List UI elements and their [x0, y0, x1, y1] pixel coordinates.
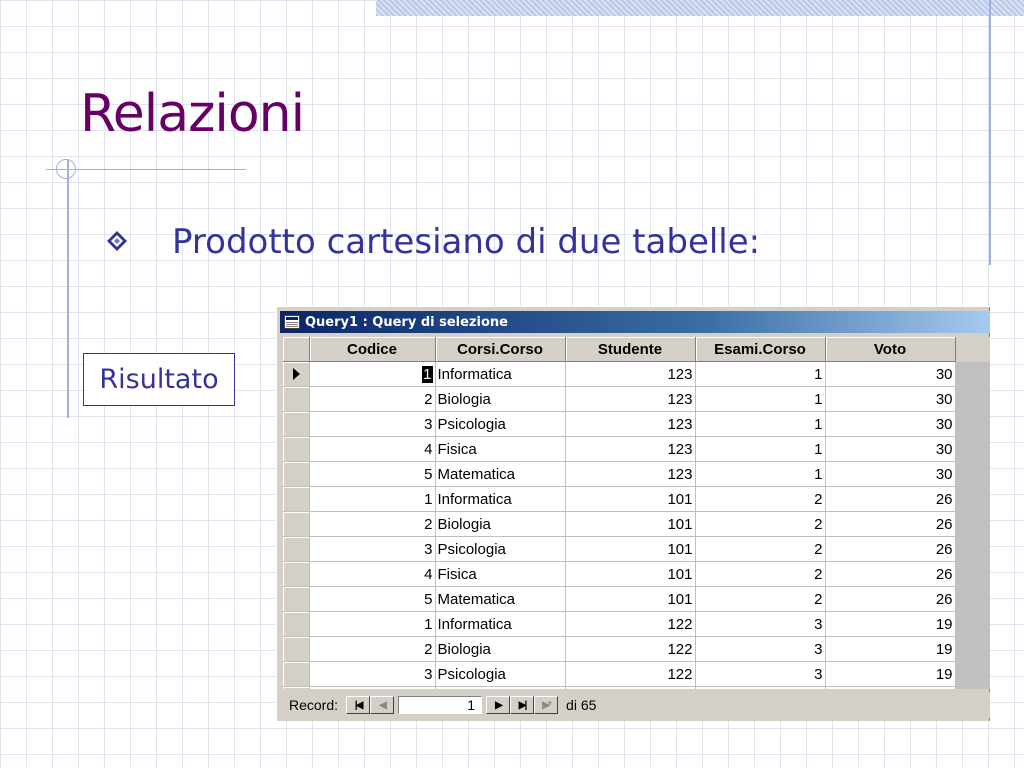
- record-navigation-bar: [283, 692, 990, 718]
- cell-studente[interactable]: 123: [565, 412, 695, 437]
- cell-voto[interactable]: 30: [825, 462, 955, 487]
- first-record-button[interactable]: [346, 696, 370, 714]
- new-record-icon: ▶*: [542, 699, 550, 711]
- cell-corso[interactable]: Informatica: [435, 612, 565, 637]
- row-selector[interactable]: [283, 637, 309, 662]
- datasheet-body: [283, 362, 990, 690]
- cell-voto[interactable]: 19: [825, 612, 955, 637]
- table-row[interactable]: [283, 662, 990, 687]
- cell-esami-corso[interactable]: [695, 687, 825, 690]
- cell-studente[interactable]: 122: [565, 637, 695, 662]
- cell-corso[interactable]: Fisica: [435, 437, 565, 462]
- new-record-button[interactable]: [534, 696, 558, 714]
- cell-voto[interactable]: 26: [825, 562, 955, 587]
- row-selector[interactable]: [283, 512, 309, 537]
- cell-esami-corso[interactable]: 1: [695, 387, 825, 412]
- column-header-voto[interactable]: Voto: [825, 337, 955, 362]
- last-record-icon: ▶|: [518, 699, 526, 711]
- cell-codice[interactable]: 2: [309, 387, 435, 412]
- cell-voto[interactable]: 30: [825, 412, 955, 437]
- result-label: Risultato: [99, 364, 219, 395]
- bullet-text: Prodotto cartesiano di due tabelle:: [172, 222, 761, 262]
- cell-codice[interactable]: 3: [309, 537, 435, 562]
- record-count: di 65: [566, 697, 597, 713]
- column-header-esami-corso[interactable]: Esami.Corso: [695, 337, 825, 362]
- empty-area: [955, 362, 990, 387]
- cell-esami-corso[interactable]: 1: [695, 437, 825, 462]
- cell-codice[interactable]: 1: [309, 612, 435, 637]
- cell-codice[interactable]: 1: [309, 487, 435, 512]
- cell-codice[interactable]: 4: [309, 437, 435, 462]
- record-label: Record:: [289, 697, 339, 713]
- empty-area: [955, 487, 990, 512]
- empty-area: [955, 437, 990, 462]
- table-row[interactable]: [283, 562, 990, 587]
- empty-area: [955, 537, 990, 562]
- cell-esami-corso[interactable]: 2: [695, 512, 825, 537]
- cell-codice[interactable]: [309, 687, 435, 690]
- current-record-pointer-icon: [293, 368, 300, 380]
- cell-esami-corso[interactable]: 2: [695, 537, 825, 562]
- table-row[interactable]: [283, 637, 990, 662]
- empty-area: [955, 562, 990, 587]
- cell-esami-corso[interactable]: 1: [695, 462, 825, 487]
- cell-esami-corso[interactable]: 2: [695, 587, 825, 612]
- last-record-button[interactable]: [510, 696, 534, 714]
- cell-codice[interactable]: 3: [309, 412, 435, 437]
- empty-area: [955, 462, 990, 487]
- table-row[interactable]: [283, 437, 990, 462]
- cell-esami-corso[interactable]: 1: [695, 362, 825, 387]
- decorative-top-band: [376, 0, 1024, 16]
- row-selector[interactable]: [283, 612, 309, 637]
- cell-studente[interactable]: 122: [565, 662, 695, 687]
- datasheet-grid[interactable]: [283, 337, 990, 689]
- row-selector[interactable]: [283, 662, 309, 687]
- cell-voto[interactable]: 30: [825, 437, 955, 462]
- cell-studente[interactable]: 123: [565, 462, 695, 487]
- cell-studente[interactable]: 122: [565, 612, 695, 637]
- row-selector[interactable]: [283, 412, 309, 437]
- cell-studente[interactable]: 101: [565, 487, 695, 512]
- cell-corso[interactable]: Biologia: [435, 637, 565, 662]
- row-selector[interactable]: [283, 462, 309, 487]
- row-selector[interactable]: [283, 562, 309, 587]
- table-row[interactable]: [283, 487, 990, 512]
- datasheet-table: [283, 337, 990, 689]
- text-cursor-value: 1: [423, 365, 432, 383]
- table-row[interactable]: [283, 412, 990, 437]
- empty-area: [955, 512, 990, 537]
- cell-esami-corso[interactable]: 2: [695, 562, 825, 587]
- cell-corso[interactable]: Matematica: [435, 462, 565, 487]
- cell-corso[interactable]: Informatica: [435, 487, 565, 512]
- decorative-title-underline: [46, 169, 246, 170]
- slide-title: Relazioni: [80, 84, 305, 144]
- empty-area: [955, 662, 990, 687]
- cell-voto[interactable]: 30: [825, 387, 955, 412]
- cell-corso[interactable]: Biologia: [435, 512, 565, 537]
- table-row-partial[interactable]: [283, 687, 990, 690]
- column-header-studente[interactable]: Studente: [565, 337, 695, 362]
- cell-codice[interactable]: 5: [309, 587, 435, 612]
- table-row[interactable]: [283, 362, 990, 387]
- cell-codice[interactable]: [309, 362, 435, 387]
- decorative-right-line: [989, 0, 991, 265]
- cell-voto[interactable]: 26: [825, 587, 955, 612]
- cell-corso[interactable]: Matematica: [435, 587, 565, 612]
- cell-voto[interactable]: [825, 687, 955, 690]
- table-row[interactable]: [283, 512, 990, 537]
- table-row[interactable]: [283, 462, 990, 487]
- row-selector[interactable]: [283, 587, 309, 612]
- cell-esami-corso[interactable]: 3: [695, 662, 825, 687]
- empty-area: [955, 587, 990, 612]
- row-selector[interactable]: [283, 537, 309, 562]
- cell-voto[interactable]: 26: [825, 537, 955, 562]
- cell-voto[interactable]: 30: [825, 362, 955, 387]
- cell-studente[interactable]: 101: [565, 587, 695, 612]
- table-row[interactable]: [283, 537, 990, 562]
- result-label-box: [83, 353, 235, 406]
- decorative-left-line: [67, 160, 69, 418]
- empty-area: [955, 637, 990, 662]
- empty-area: [955, 687, 990, 690]
- first-record-icon: |◀: [354, 699, 362, 711]
- cell-studente[interactable]: 123: [565, 362, 695, 387]
- diamond-bullet-icon: [106, 230, 128, 252]
- cell-corso[interactable]: Biologia: [435, 387, 565, 412]
- cell-studente[interactable]: 101: [565, 562, 695, 587]
- cell-esami-corso[interactable]: 3: [695, 637, 825, 662]
- window-titlebar[interactable]: [280, 311, 990, 333]
- cell-corso[interactable]: Informatica: [435, 362, 565, 387]
- cell-corso[interactable]: Psicologia: [435, 412, 565, 437]
- cell-studente[interactable]: 101: [565, 512, 695, 537]
- corner-selector[interactable]: [283, 337, 309, 362]
- table-row[interactable]: [283, 387, 990, 412]
- cell-voto[interactable]: 26: [825, 487, 955, 512]
- empty-area: [955, 612, 990, 637]
- cell-esami-corso[interactable]: 3: [695, 612, 825, 637]
- row-selector[interactable]: [283, 487, 309, 512]
- empty-area: [955, 412, 990, 437]
- window-title: Query1 : Query di selezione: [305, 314, 508, 330]
- table-row[interactable]: [283, 587, 990, 612]
- datasheet-icon: [284, 315, 300, 329]
- current-record-field[interactable]: 1: [398, 696, 482, 714]
- cell-esami-corso[interactable]: 2: [695, 487, 825, 512]
- cell-studente[interactable]: [565, 687, 695, 690]
- row-selector[interactable]: [283, 437, 309, 462]
- cell-esami-corso[interactable]: 1: [695, 412, 825, 437]
- cell-corso[interactable]: Psicologia: [435, 537, 565, 562]
- query-window[interactable]: [276, 306, 990, 721]
- cell-voto[interactable]: 19: [825, 637, 955, 662]
- empty-area: [955, 387, 990, 412]
- cell-codice[interactable]: 5: [309, 462, 435, 487]
- decorative-circle: [56, 159, 76, 179]
- cell-voto[interactable]: 26: [825, 512, 955, 537]
- cell-codice[interactable]: 2: [309, 512, 435, 537]
- cell-corso[interactable]: Psicologia: [435, 662, 565, 687]
- next-record-button[interactable]: [486, 696, 510, 714]
- previous-record-icon: ◀: [379, 699, 385, 711]
- column-header-codice[interactable]: Codice: [309, 337, 435, 362]
- cell-voto[interactable]: 19: [825, 662, 955, 687]
- previous-record-button[interactable]: [370, 696, 394, 714]
- next-record-icon: ▶: [495, 699, 501, 711]
- row-selector[interactable]: [283, 387, 309, 412]
- cell-studente[interactable]: 101: [565, 537, 695, 562]
- cell-studente[interactable]: 123: [565, 387, 695, 412]
- column-header-corsi-corso[interactable]: Corsi.Corso: [435, 337, 565, 362]
- header-row: [283, 337, 990, 362]
- cell-corso[interactable]: [435, 687, 565, 690]
- cell-codice[interactable]: 3: [309, 662, 435, 687]
- empty-header-area: [955, 337, 990, 362]
- row-selector[interactable]: [283, 687, 309, 690]
- cell-codice[interactable]: 2: [309, 637, 435, 662]
- table-row[interactable]: [283, 612, 990, 637]
- row-selector[interactable]: [283, 362, 309, 387]
- cell-corso[interactable]: Fisica: [435, 562, 565, 587]
- cell-codice[interactable]: 4: [309, 562, 435, 587]
- cell-studente[interactable]: 123: [565, 437, 695, 462]
